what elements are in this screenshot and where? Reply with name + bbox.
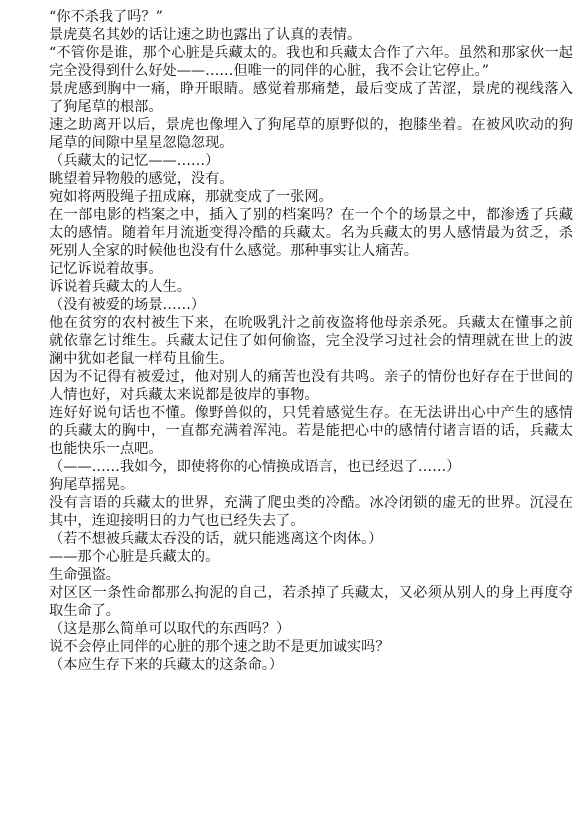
paragraph-18: 没有言语的兵藏太的世界，充满了爬虫类的冷酷。冰冷闭锁的虚无的世界。沉浸在其中，连迎接明日的力气也已经失去了。	[49, 495, 573, 529]
paragraph-25: （本应生存下来的兵藏太的这条命。）	[49, 657, 284, 673]
paragraph-11: 诉说着兵藏太的人生。	[49, 279, 191, 295]
paragraph-2: 景虎莫名其妙的话让速之助也露出了认真的表情。	[49, 27, 362, 43]
paragraph-15: 连好好说句话也不懂。像野兽似的，只凭着感觉生存。在无法讲出心中产生的感情的兵藏太的胸中，一直都充满着浑沌。若是能把心中的感情付诸言语的话，兵藏太也能快乐一点吧。	[49, 405, 573, 457]
paragraph-13: 他在贫穷的农村被生下来，在吮吸乳汁之前夜盗将他母亲杀死。兵藏太在懂事之前就依靠乞讨维生。兵藏太记住了如何偷盗，完全没学习过社会的情理就在世上的波澜中犹如老鼠一样苟且偷生。	[49, 315, 573, 367]
paragraph-9: 在一部电影的档案之中，插入了别的档案吗？在一个个的场景之中，都渗透了兵藏太的感情。随着年月流逝变得冷酷的兵藏太。名为兵藏太的男人感情最为贫乏，杀死别人全家的时候他也没有什么感觉。那种事实让人痛苦。	[49, 207, 573, 259]
paragraph-22: 对区区一条性命都那么拘泥的自己，若杀掉了兵藏太，又必须从别人的身上再度夺取生命了。	[49, 585, 573, 619]
paragraph-21: 生命强盗。	[49, 567, 120, 583]
paragraph-10: 记忆诉说着故事。	[49, 261, 163, 277]
paragraph-20: ——那个心脏是兵藏太的。	[49, 549, 220, 565]
paragraph-12: （没有被爱的场景……）	[49, 297, 206, 313]
paragraph-19: （若不想被兵藏太吞没的话，就只能逃离这个肉体。）	[49, 531, 383, 547]
paragraph-4: 景虎感到胸中一痛，睁开眼睛。感觉着那痛楚，最后变成了苦涩，景虎的视线落入了狗尾草的根部。	[49, 81, 573, 115]
paragraph-1: “你不杀我了吗？”	[49, 9, 163, 25]
paragraph-8: 宛如将两股绳子扭成麻，那就变成了一张网。	[49, 189, 333, 205]
paragraph-7: 眺望着异物般的感觉，没有。	[49, 171, 234, 187]
paragraph-6: （兵藏太的记忆——……）	[49, 153, 220, 169]
paragraph-14: 因为不记得有被爱过，他对别人的痛苦也没有共鸣。亲子的情份也好存在于世间的人情也好，对兵藏太来说都是彼岸的事物。	[49, 369, 573, 403]
paragraph-5: 速之助离开以后，景虎也像埋入了狗尾草的原野似的，抱膝坐着。在被风吹动的狗尾草的间隙中星星忽隐忽现。	[49, 117, 573, 151]
paragraph-23: （这是那么简单可以取代的东西吗？）	[49, 621, 291, 637]
paragraph-3: “不管你是谁，那个心脏是兵藏太的。我也和兵藏太合作了六年。虽然和那家伙一起完全没得到什么好处——……但唯一的同伴的心脏，我不会让它停止。”	[49, 45, 573, 79]
paragraph-16: （——……我如今，即使将你的心情换成语言，也已经迟了……）	[49, 459, 461, 475]
paragraph-24: 说不会停止同伴的心脏的那个速之助不是更加诚实吗？	[49, 639, 390, 655]
paragraph-17: 狗尾草摇晃。	[49, 477, 135, 493]
